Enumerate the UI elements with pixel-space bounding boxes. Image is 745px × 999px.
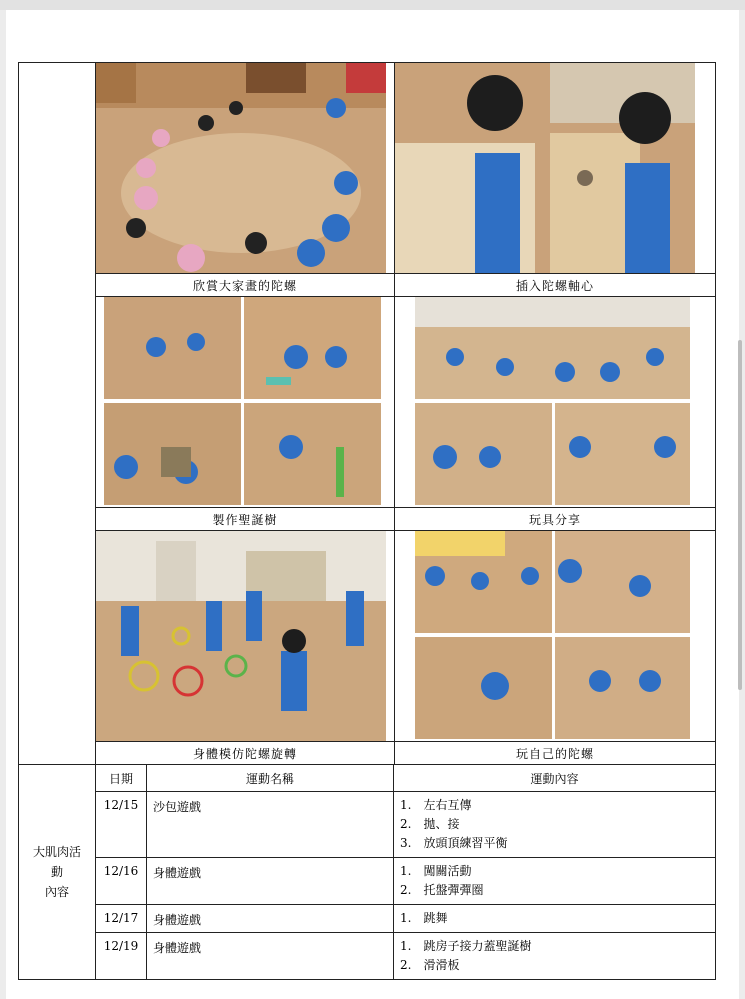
photo-play-own-top bbox=[395, 531, 716, 741]
row-date: 12/16 bbox=[96, 858, 147, 905]
left-blank-cell bbox=[19, 63, 96, 765]
photo-caption: 玩具分享 bbox=[529, 512, 582, 527]
activity-label-line: 內容 bbox=[44, 885, 69, 899]
photo-toy-sharing bbox=[395, 297, 716, 507]
row-name: 身體遊戲 bbox=[147, 933, 394, 980]
photo-appreciate-tops bbox=[96, 63, 395, 273]
photo-caption: 身體模仿陀螺旋轉 bbox=[96, 742, 395, 764]
row-name: 身體遊戲 bbox=[147, 905, 394, 933]
row-item: 2. 拋、接 bbox=[400, 817, 460, 831]
activity-label bbox=[19, 765, 96, 980]
row-items bbox=[394, 905, 716, 933]
row-items bbox=[394, 858, 716, 905]
header-exercise-name: 運動名稱 bbox=[147, 765, 394, 792]
photo-make-christmas-tree bbox=[96, 297, 395, 507]
header-exercise-content: 運動內容 bbox=[394, 765, 716, 792]
row-item: 2. 托盤彈彈圈 bbox=[400, 883, 484, 897]
row-date: 12/19 bbox=[96, 933, 147, 980]
row-item: 2. 滑滑板 bbox=[400, 958, 460, 972]
row-items bbox=[394, 792, 716, 858]
row-item: 1. 闖關活動 bbox=[400, 864, 472, 878]
report-table bbox=[18, 62, 716, 980]
row-date: 12/17 bbox=[96, 905, 147, 933]
photo-caption: 玩自己的陀螺 bbox=[516, 746, 595, 761]
row-name: 沙包遊戲 bbox=[147, 792, 394, 858]
row-item: 3. 放頭頂練習平衡 bbox=[400, 836, 508, 850]
activity-label-line: 大肌肉活 bbox=[32, 845, 81, 859]
row-item: 1. 跳舞 bbox=[400, 911, 448, 925]
activity-label-line: 動 bbox=[50, 865, 63, 879]
scrollbar[interactable] bbox=[738, 340, 742, 690]
row-item: 1. 左右互傳 bbox=[400, 798, 472, 812]
window-top-bar bbox=[0, 0, 745, 10]
photo-caption: 欣賞大家畫的陀螺 bbox=[96, 274, 395, 296]
header-date: 日期 bbox=[96, 765, 147, 792]
photo-insert-axis bbox=[395, 63, 716, 273]
photo-caption: 插入陀螺軸心 bbox=[516, 278, 595, 293]
photo-body-spin bbox=[96, 531, 395, 741]
photo-caption: 製作聖誕樹 bbox=[96, 508, 395, 530]
row-item: 1. 跳房子接力蓋聖誕樹 bbox=[400, 939, 532, 953]
row-name: 身體遊戲 bbox=[147, 858, 394, 905]
row-items bbox=[394, 933, 716, 980]
row-date: 12/15 bbox=[96, 792, 147, 858]
